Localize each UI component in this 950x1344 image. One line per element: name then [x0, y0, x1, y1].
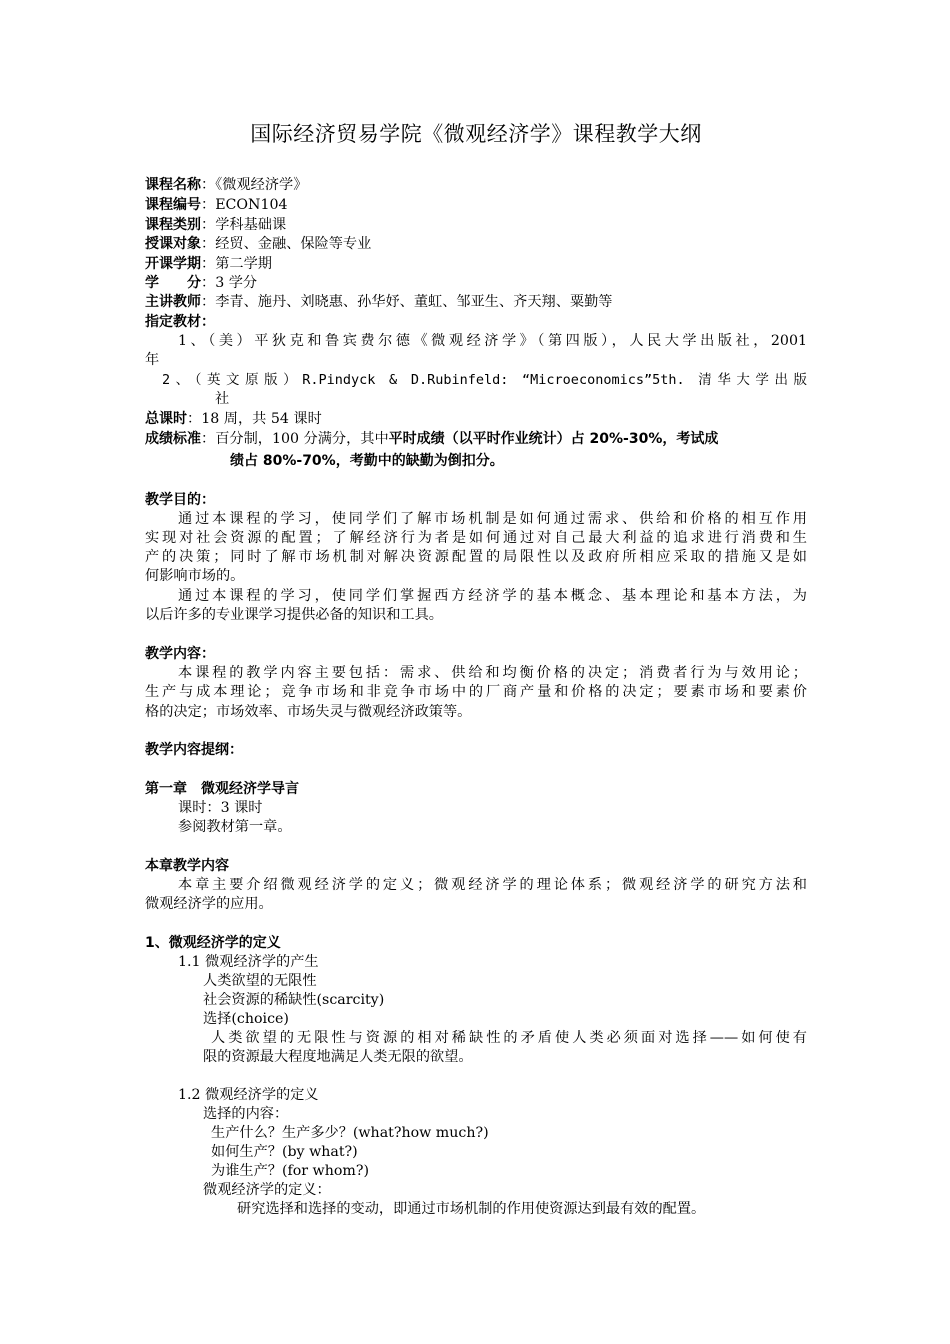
textbook-1-line2: 年 [145, 352, 160, 368]
section1-2-item-a: 选择的内容： [203, 1106, 289, 1122]
teacher-label: 主讲教师 [145, 294, 201, 310]
content-line1: 本课程的教学内容主要包括：需求、供给和均衡价格的决定；消费者行为与效用论； [178, 665, 807, 681]
textbook-1-line1: 1、（美）平狄克和鲁宾费尔德《微观经济学》（第四版），人民大学出版社，2001 [178, 333, 807, 349]
section1-1-title: 1.1 微观经济学的产生 [178, 954, 319, 970]
teacher-row [145, 293, 612, 312]
credit-label: 学 分 [145, 275, 201, 291]
section1-1-item-a: 人类欲望的无限性 [203, 973, 317, 989]
course-code-row [145, 196, 288, 215]
section1-2-question-1: 生产什么？生产多少？(what?how much?) [211, 1125, 489, 1141]
section1-1-item-b: 社会资源的稀缺性(scarcity) [203, 992, 385, 1008]
section1-1-para-line2: 限的资源最大程度地满足人类无限的欲望。 [203, 1049, 473, 1065]
chapter1-content-line2: 微观经济学的应用。 [145, 896, 273, 912]
textbook-label: 指定教材 [145, 314, 201, 330]
section1-1-item-c: 选择(choice) [203, 1011, 289, 1027]
chapter1-title: 第一章 微观经济学导言 [145, 781, 299, 797]
grade-label: 成绩标准 [145, 431, 201, 447]
content-line3: 格的决定；市场效率、市场失灵与微观经济政策等。 [145, 704, 472, 720]
term-value: ：第二学期 [201, 256, 272, 272]
course-type-value: ：学科基础课 [201, 217, 287, 233]
section1-1-para-line1: 人类欲望的无限性与资源的相对稀缺性的矛盾使人类必须面对选择——如何使有 [211, 1030, 807, 1046]
purpose-p2-line1: 通过本课程的学习，使同学们掌握西方经济学的基本概念、基本理论和基本方法，为 [178, 588, 807, 604]
credit-value: ：3 学分 [201, 275, 258, 291]
textbook-2-line1: 2、（英文原版）R.Pindyck & D.Rubinfeld: “Microeconomics”5th. 清华大学出版 [162, 372, 807, 388]
course-type-label: 课程类别 [145, 217, 201, 233]
purpose-p1-line1: 通过本课程的学习，使同学们了解市场机制是如何通过需求、供给和价格的相互作用 [178, 511, 807, 527]
section1-2-definition: 研究选择和选择的变动，即通过市场机制的作用使资源达到最有效的配置。 [237, 1201, 706, 1217]
chapter1-ref: 参阅教材第一章。 [178, 819, 292, 835]
section1-2-question-3: 为谁生产？(for whom?) [211, 1163, 369, 1179]
chapter1-content-line1: 本章主要介绍微观经济学的定义；微观经济学的理论体系；微观经济学的研究方法和 [178, 877, 807, 893]
credit-row [145, 274, 257, 293]
hours-row [145, 410, 322, 429]
grade-value-c: 绩占 80%-70%，考勤中的缺勤为倒扣分。 [230, 453, 504, 469]
course-name-value: ：《微观经济学》 [201, 177, 308, 193]
course-type-row [145, 216, 286, 235]
audience-label: 授课对象 [145, 236, 201, 252]
hours-value: ：18 周，共 54 课时 [187, 411, 322, 427]
content-line2: 生产与成本理论；竞争市场和非竞争市场中的厂商产量和价格的决定；要素市场和要素价 [145, 684, 807, 700]
purpose-heading: 教学目的： [145, 492, 215, 508]
grade-value-b: 平时成绩（以平时作业统计）占 20%-30%，考试成 [388, 431, 719, 447]
section1-2-item-b: 微观经济学的定义： [203, 1182, 331, 1198]
grade-row [145, 430, 718, 449]
section1-2-question-2: 如何生产？(by what?) [211, 1144, 358, 1160]
chapter1-content-heading: 本章教学内容 [145, 858, 229, 874]
term-row [145, 255, 272, 274]
hours-label: 总课时 [145, 411, 187, 427]
course-code-value: ：ECON104 [201, 197, 288, 213]
purpose-p1-line2: 实现对社会资源的配置；了解经济行为者是如何通过对自己最大利益的追求进行消费和生 [145, 530, 807, 546]
course-name-label: 课程名称 [145, 177, 201, 193]
teacher-value: ：李青、施丹、刘晓惠、孙华妤、董虹、邹亚生、齐天翔、粟勤等 [201, 294, 613, 310]
purpose-p2-line2: 以后许多的专业课学习提供必备的知识和工具。 [145, 607, 443, 623]
term-label: 开课学期 [145, 256, 201, 272]
outline-heading: 教学内容提纲： [145, 742, 243, 758]
audience-value: ：经贸、金融、保险等专业 [201, 236, 372, 252]
audience-row [145, 235, 371, 254]
purpose-p1-line4: 何影响市场的。 [145, 568, 245, 584]
page-title: 国际经济贸易学院《微观经济学》课程教学大纲 [250, 122, 702, 146]
course-code-label: 课程编号 [145, 197, 201, 213]
grade-value-a: ：百分制，100 分满分，其中 [201, 431, 389, 447]
purpose-p1-line3: 产的决策；同时了解市场机制对解决资源配置的局限性以及政府所相应采取的措施又是如 [145, 549, 807, 565]
content-heading: 教学内容： [145, 646, 215, 662]
section1-title: 1、微观经济学的定义 [145, 935, 281, 951]
chapter1-hours: 课时：3 课时 [178, 800, 263, 816]
textbook-row: 指定教材： [145, 314, 215, 330]
section1-2-title: 1.2 微观经济学的定义 [178, 1087, 319, 1103]
course-name-row [145, 176, 307, 195]
textbook-2-line2: 社 [215, 391, 230, 407]
